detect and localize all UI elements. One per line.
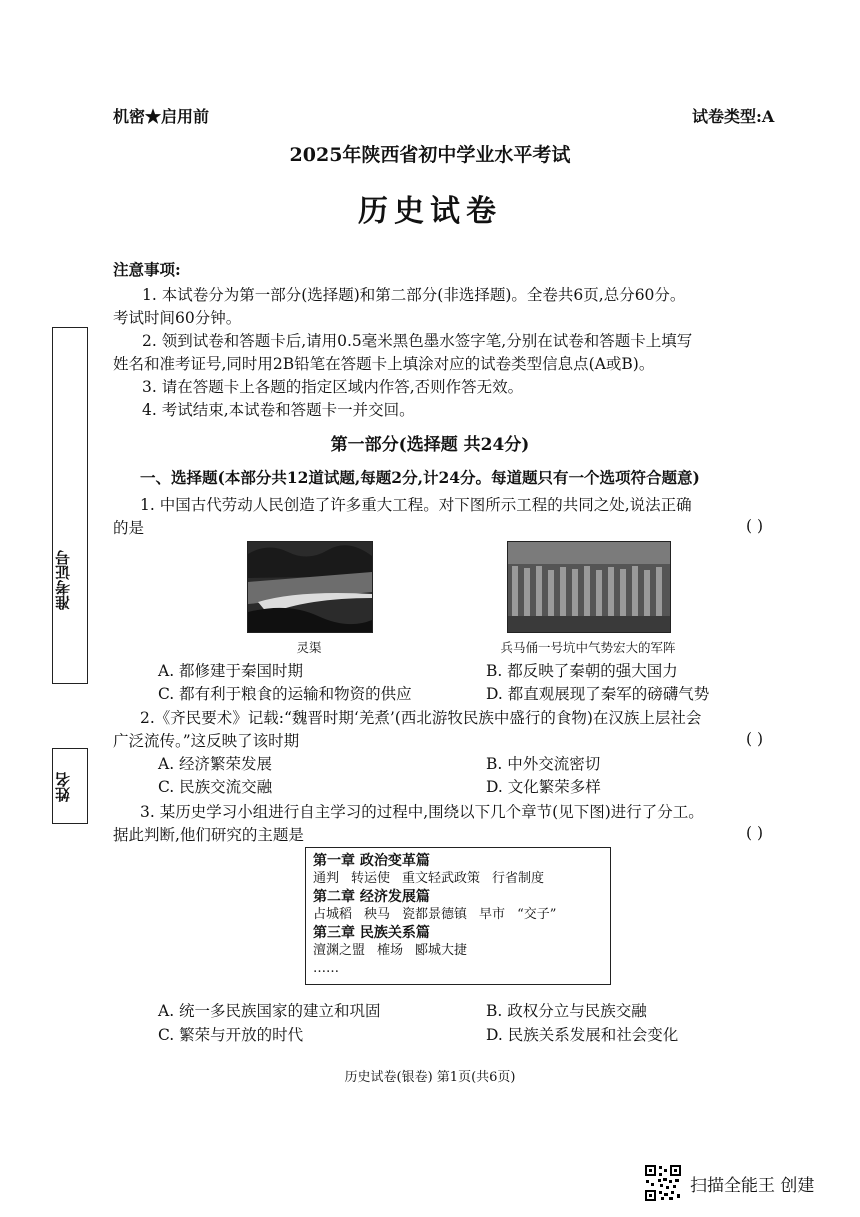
binding-box-exam-number: [52, 327, 88, 684]
notice-item: 3. 请在答题卡上各题的指定区域内作答,否则作答无效。: [142, 378, 524, 396]
q3-option-d: D. 民族关系发展和社会变化: [486, 1026, 679, 1044]
q3-option-b: B. 政权分立与民族交融: [486, 1002, 647, 1020]
notice-item: 4. 考试结束,本试卷和答题卡一并交回。: [142, 401, 415, 419]
q2-option-c: C. 民族交流交融: [158, 778, 273, 796]
chapter-item: 转运使: [351, 871, 391, 886]
chapter-items: [313, 870, 603, 888]
chapter-items: [313, 942, 603, 960]
chapter-item: 占城稻: [313, 907, 353, 922]
lingqu-photo: [247, 541, 373, 633]
terracotta-army-photo: [507, 541, 671, 633]
subject-title: 历史试卷: [358, 194, 502, 229]
q2-option-d: D. 文化繁荣多样: [486, 778, 601, 796]
watermark-text: 扫描全能王 创建: [690, 1175, 815, 1196]
q1-option-d: D. 都直观展现了秦军的磅礴气势: [486, 685, 710, 703]
scanner-watermark: [644, 1163, 814, 1203]
section-instruction: 一、选择题(本部分共12道试题,每题2分,计24分。每道题只有一个选项符合题意): [140, 468, 700, 487]
q2-option-b: B. 中外交流密切: [486, 755, 601, 773]
chapter-title: 第二章 经济发展篇: [313, 889, 430, 905]
q3-stem: 3. 某历史学习小组进行自主学习的过程中,围绕以下几个章节(见下图)进行了分工。: [140, 803, 704, 821]
q2-stem: 2.《齐民要术》记载:“魏晋时期‘羌煮’(西北游牧民族中盛行的食物)在汉族上层社会: [140, 709, 702, 727]
exam-number-label: 准考证号: [54, 550, 72, 610]
lingqu-image: [248, 542, 372, 632]
chapter-item: 重文轻武政策: [402, 871, 481, 886]
confidential-label: 机密★启用前: [113, 107, 210, 126]
notice-heading: 注意事项:: [113, 260, 181, 279]
section-title: 第一部分(选择题 共24分): [330, 435, 530, 455]
exam-title: 2025年陕西省初中学业水平考试: [289, 144, 571, 166]
q1-stem: 1. 中国古代劳动人民创造了许多重大工程。对下图所示工程的共同之处,说法正确: [140, 496, 692, 514]
q3-option-c: C. 繁荣与开放的时代: [158, 1026, 304, 1044]
notice-item: 考试时间60分钟。: [113, 309, 242, 327]
chapter-item: 榷场: [377, 943, 404, 958]
chapter-title: 第一章 政治变革篇: [313, 853, 430, 869]
q3-stem-cont: 据此判断,他们研究的主题是: [113, 826, 304, 844]
page-footer: 历史试卷(银卷) 第1页(共6页): [344, 1070, 516, 1085]
q2-option-a: A. 经济繁荣发展: [158, 755, 273, 773]
chapter-item: “交子”: [517, 907, 557, 922]
q1-answer-paren: ( ): [746, 517, 764, 535]
lingqu-caption: 灵渠: [296, 640, 322, 655]
chapter-ellipsis: ……: [313, 961, 339, 976]
name-label: 姓名: [54, 772, 72, 802]
chapter-item: 早市: [479, 907, 506, 922]
notice-item: 1. 本试卷分为第一部分(选择题)和第二部分(非选择题)。全卷共6页,总分60分。: [142, 286, 686, 304]
chapter-item: 行省制度: [492, 871, 545, 886]
q1-option-a: A. 都修建于秦国时期: [158, 662, 304, 680]
q1-stem-cont: 的是: [113, 519, 145, 537]
chapter-item: 郾城大捷: [415, 943, 468, 958]
terracotta-army-image: [508, 542, 670, 632]
paper-type-label: 试卷类型:A: [692, 107, 775, 126]
qr-code-icon: [644, 1164, 682, 1202]
q3-answer-paren: ( ): [746, 824, 764, 842]
chapter-item: 通判: [313, 871, 340, 886]
chapter-item: 瓷都景德镇: [402, 907, 468, 922]
q1-option-c: C. 都有利于粮食的运输和物资的供应: [158, 685, 412, 703]
chapter-item: 秧马: [364, 907, 391, 922]
notice-item: 姓名和准考证号,同时用2B铅笔在答题卡上填涂对应的试卷类型信息点(A或B)。: [113, 355, 655, 373]
chapter-title: 第三章 民族关系篇: [313, 925, 430, 941]
chapter-items: [313, 906, 603, 924]
q2-stem-cont: 广泛流传。”这反映了该时期: [113, 732, 300, 750]
q2-answer-paren: ( ): [746, 730, 764, 748]
chapter-item: 澶渊之盟: [313, 943, 366, 958]
notice-item: 2. 领到试卷和答题卡后,请用0.5毫米黑色墨水签字笔,分别在试卷和答题卡上填写: [142, 332, 693, 350]
q3-option-a: A. 统一多民族国家的建立和巩固: [158, 1002, 381, 1020]
chapter-outline-box: [305, 847, 611, 985]
terracotta-caption: 兵马俑一号坑中气势宏大的军阵: [500, 640, 676, 655]
q1-option-b: B. 都反映了秦朝的强大国力: [486, 662, 678, 680]
